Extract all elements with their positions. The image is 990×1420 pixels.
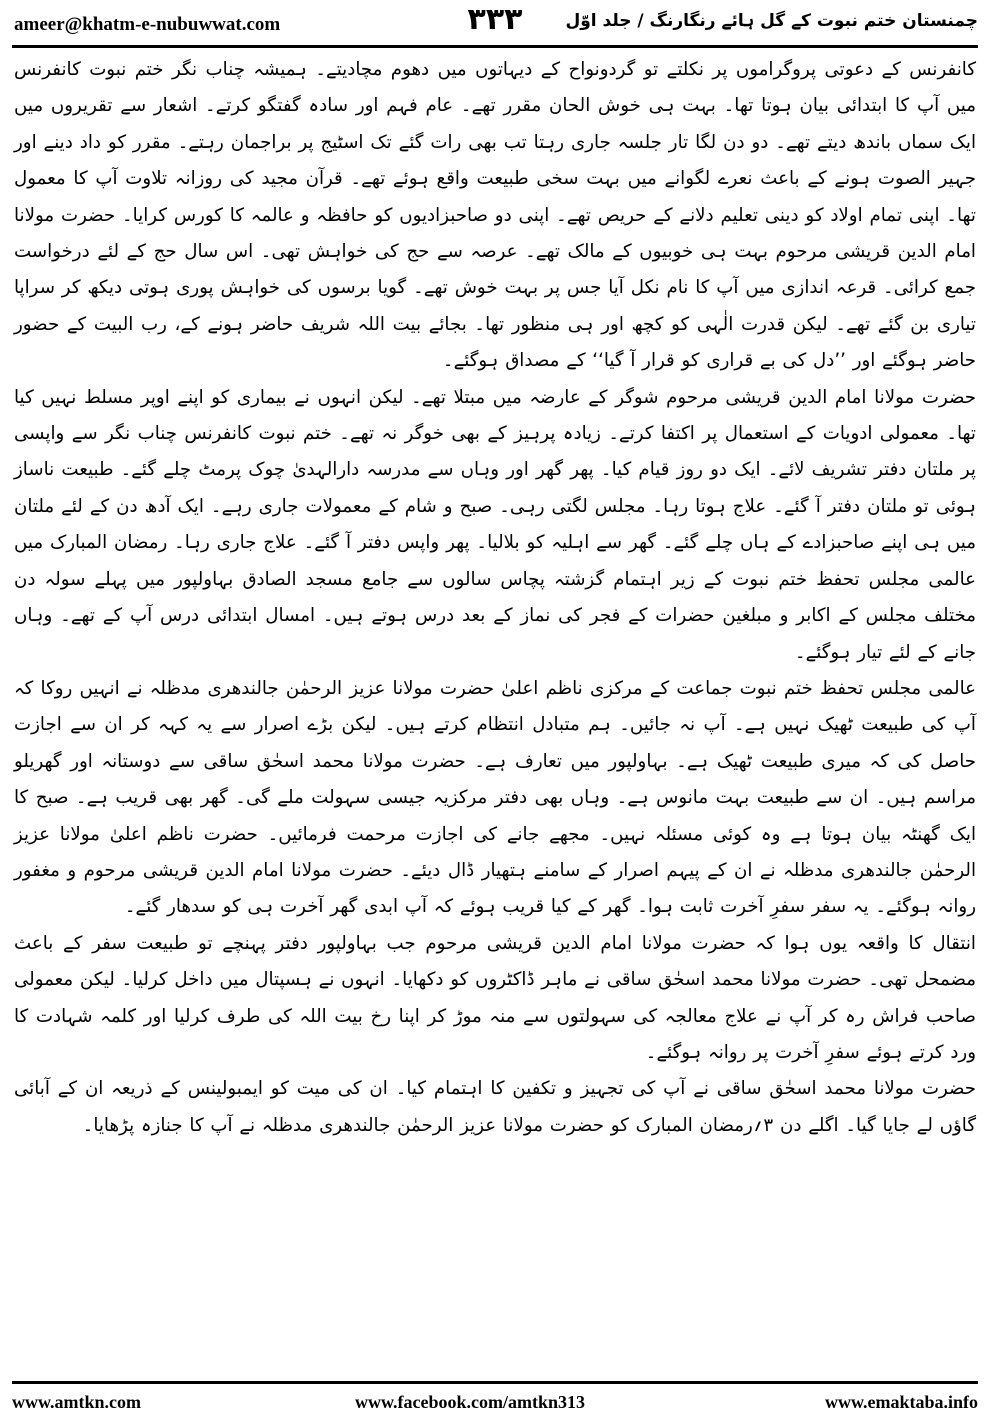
footer-link-facebook[interactable]: www.facebook.com/amtkn313 <box>355 1392 585 1412</box>
header-divider <box>12 45 978 48</box>
header-email: ameer@khatm-e-nubuwwat.com <box>14 14 281 35</box>
footer-link-emaktaba[interactable]: www.emaktaba.info <box>824 1392 978 1412</box>
book-title: چمنستان ختم نبوت کے گل ہائے رنگارنگ / جلد اوّل <box>565 11 978 31</box>
paragraph-5: حضرت مولانا محمد اسحٰق ساقی نے آپ کی تجہیز و تکفین کا اہتمام کیا۔ ان کی میت کو ایمبولینس کے ذریعہ ان کے آبائی گاؤں لے جایا گیا۔ اگلے دن ۳؍رمضان المبارک کو حضرت مولانا عزیز الرحمٰن جالندھری مدظلہ نے آپ کا جنازہ پڑھایا۔ <box>14 1078 976 1136</box>
paragraph-4: انتقال کا واقعہ یوں ہوا کہ حضرت مولانا امام الدین قریشی مرحوم جب بہاولپور دفتر پہنچے تو طبیعت سفر کے باعث مضمحل تھی۔ حضرت مولانا محمد اسحٰق ساقی نے ماہر ڈاکٹروں کو دکھایا۔ انہوں نے ہسپتال میں داخل کرلیا۔ لیکن معمولی صاحب فراش رہ کر آپ نے علاج معالجہ کی سہولتوں سے منہ موڑ کر اپنا رخ بیت اللہ کی طرف کرلیا اور کلمہ شہادت کا ورد کرتے ہوئے سفرِ آخرت پر روانہ ہوگئے۔ <box>14 932 976 1063</box>
page-number: ۳۳۳ <box>467 2 523 37</box>
paragraph-3: عالمی مجلس تحفظ ختم نبوت جماعت کے مرکزی ناظم اعلیٰ حضرت مولانا عزیز الرحمٰن جالندھری مدظلہ نے انہیں روکا کہ آپ کی طبیعت ٹھیک نہیں ہے۔ آپ نہ جائیں۔ ہم متبادل انتظام کرتے ہیں۔ لیکن بڑے اصرار سے یہ کہہ کر ان سے اجازت حاصل کی کہ میری طبیعت ٹھیک ہے۔ بہاولپور میں تعارف ہے۔ حضرت مولانا محمد اسحٰق ساقی سے دوستانہ اور گھریلو مراسم ہیں۔ ان سے طبیعت بہت مانوس ہے۔ وہاں بھی دفتر مرکزیہ جیسی سہولت ملے گی۔ گھر بھی قریب ہے۔ صبح کا ایک گھنٹہ بیان ہوتا ہے وہ کوئی مسئلہ نہیں۔ مجھے جانے کی اجازت مرحمت فرمائیں۔ حضرت ناظم اعلیٰ مولانا عزیز الرحمٰن جالندھری مدظلہ نے ان کے پیہم اصرار کے سامنے ہتھیار ڈال دیئے۔ حضرت مولانا امام الدین قریشی مرحوم و مغفور روانہ ہوگئے۔ یہ سفر سفرِ آخرت ثابت ہوا۔ گھر کے کیا قریب ہوئے کہ آپ ابدی گھر آخرت ہی کو سدھار گئے۔ <box>14 677 976 918</box>
page-footer <box>0 1384 990 1420</box>
paragraph-1: کانفرنس کے دعوتی پروگراموں پر نکلتے تو گردونواح کے دیہاتوں میں دھوم مچادیتے۔ ہمیشہ چناب نگر ختم نبوت کانفرنس میں آپ کا ابتدائی بیان ہوتا تھا۔ بہت ہی خوش الحان مقرر تھے۔ عام فہم اور سادہ گفتگو کرتے۔ اشعار سے تقریروں میں ایک سماں باندھ دیتے تھے۔ دو دن لگا تار جلسہ جاری رہتا تب بھی رات گئے تک اسٹیج پر براجمان رہتے۔ مقرر کو داد دینے اور جہیر الصوت ہونے کے باعث نعرے لگوانے میں بہت سخی طبیعت واقع ہوئے تھے۔ قرآن مجید کی روزانہ تلاوت آپ کا معمول تھا۔ اپنی تمام اولاد کو دینی تعلیم دلانے کے حریص تھے۔ اپنی دو صاحبزادیوں کو حافظہ و عالمہ کا کورس کرایا۔ حضرت مولانا امام الدین قریشی مرحوم بہت ہی خوبیوں کے مالک تھے۔ عرصہ سے حج کی خواہش تھی۔ اس سال حج کے لئے درخواست جمع کرائی۔ قرعہ اندازی میں آپ کا نام نکل آیا جس پر بہت خوش تھے۔ گویا برسوں کی خواہش پوری ہوتی دیکھ کر سراپا تیاری بن گئے تھے۔ لیکن قدرت الٰہی کو کچھ اور ہی منظور تھا۔ بجائے بیت اللہ شریف حاضر ہونے کے، رب البیت کے حضور حاضر ہوگئے اور ’’دل کی بے قراری کو قرار آ گیا‘‘ کے مصداق ہوگئے۔ <box>14 59 976 372</box>
paragraph-2: حضرت مولانا امام الدین قریشی مرحوم شوگر کے عارضہ میں مبتلا تھے۔ لیکن انہوں نے بیماری کو اپنے اوپر مسلط نہیں کیا تھا۔ معمولی ادویات کے استعمال پر اکتفا کرتے۔ زیادہ پرہیز کے بھی خوگر نہ تھے۔ ختم نبوت کانفرنس چناب نگر سے واپسی پر ملتان دفتر تشریف لائے۔ ایک دو روز قیام کیا۔ پھر گھر اور وہاں سے مدرسہ دارالہدیٰ چوک پرمٹ چلے گئے۔ طبیعت ناساز ہوئی تو ملتان دفتر آ گئے۔ علاج ہوتا رہا۔ مجلس لگتی رہی۔ صبح و شام کے معمولات جاری رہے۔ ایک آدھ دن کے لئے ملتان میں ہی اپنے صاحبزادے کے ہاں چلے گئے۔ گھر سے اہلیہ کو بلالیا۔ پھر واپس دفتر آ گئے۔ علاج جاری رہا۔ رمضان المبارک میں عالمی مجلس تحفظ ختم نبوت کے زیر اہتمام گزشتہ پچاس سالوں سے جامع مسجد الصادق بہاولپور میں پہلے سولہ دن مختلف مجلس کے اکابر و مبلغین حضرات کے فجر کی نماز کے بعد درس ہوتے ہیں۔ امسال ابتدائی درس آپ کے تھے۔ وہاں جانے کے لئے تیار ہوگئے۔ <box>14 386 976 663</box>
footer-link-amtkn[interactable]: www.amtkn.com <box>12 1392 141 1412</box>
page-body <box>14 52 976 1144</box>
page-header <box>0 0 990 46</box>
